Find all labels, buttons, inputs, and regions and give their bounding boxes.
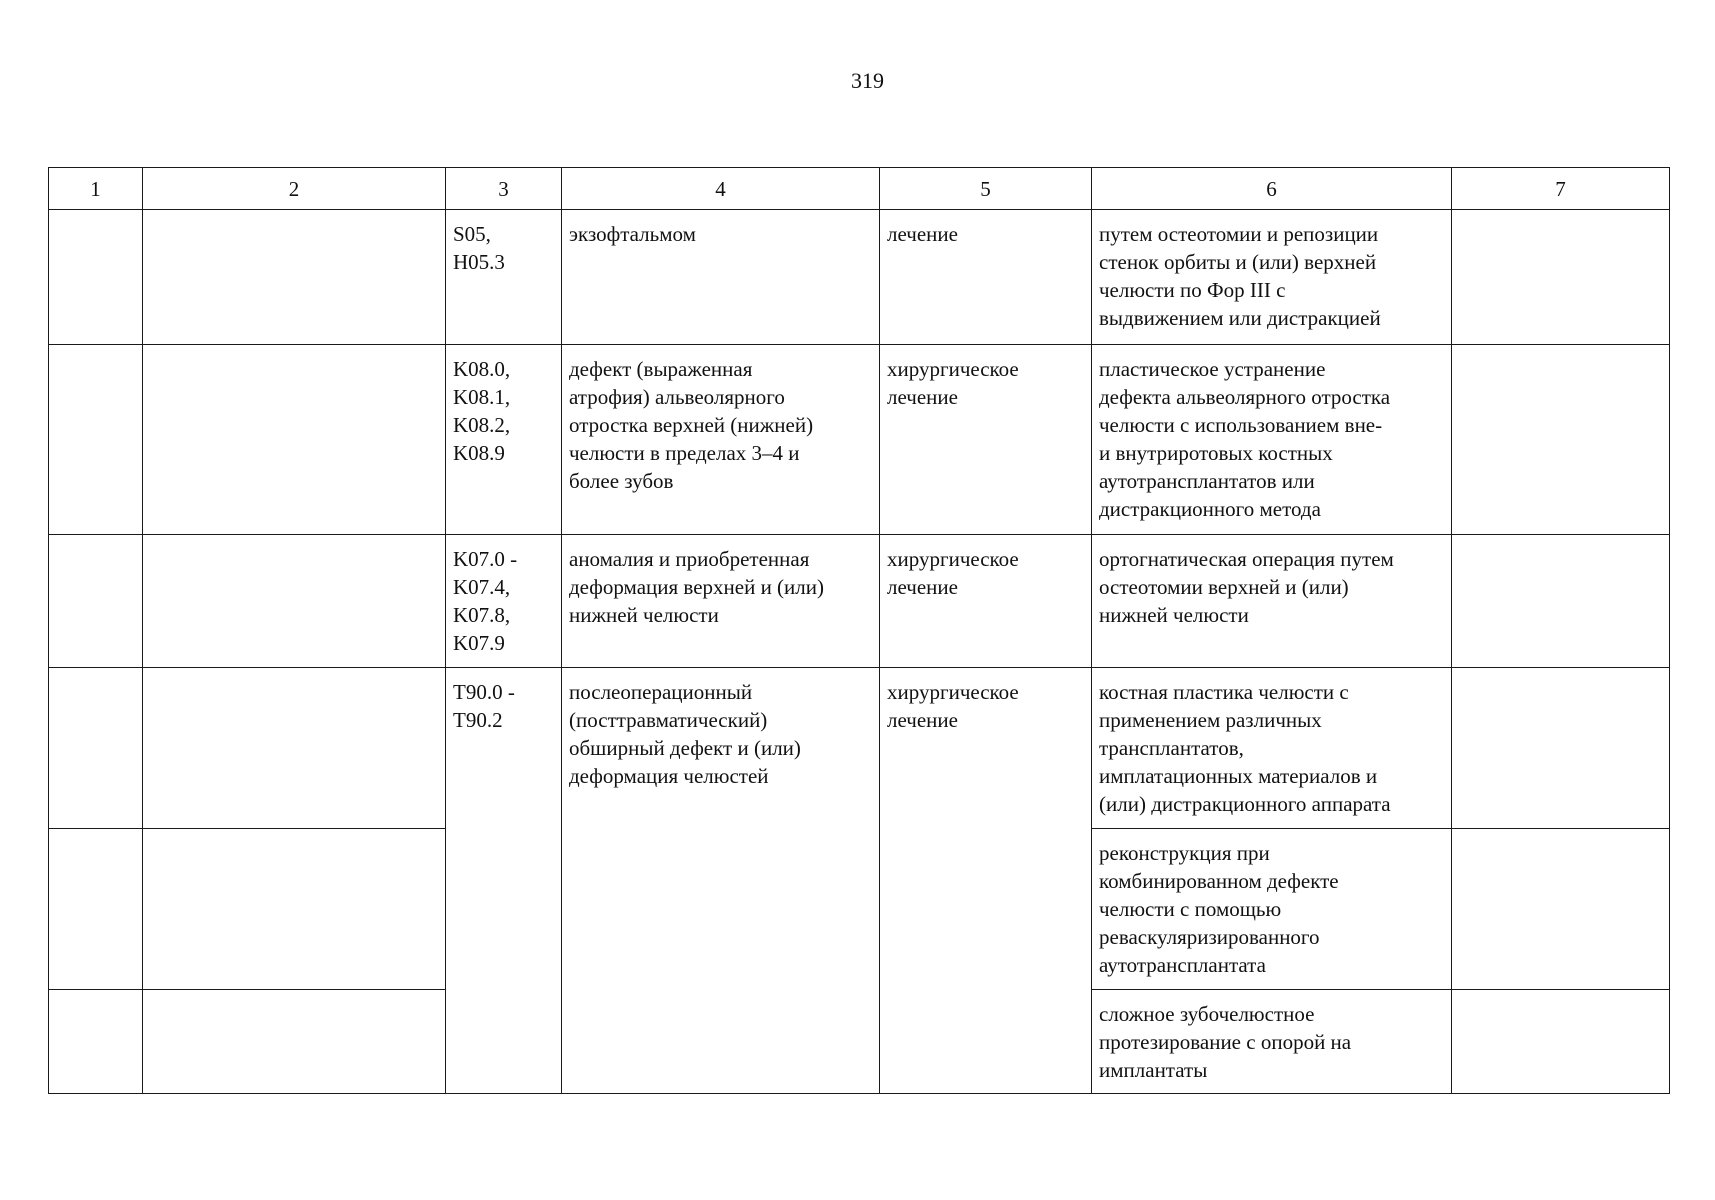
table-row [49, 345, 1670, 535]
table-row [49, 535, 1670, 668]
cell-profile [143, 210, 446, 345]
cell-condition: дефект (выраженная атрофия) альвеолярного отростка верхней (нижней) челюсти в пределах 3–4 и более зубов [562, 345, 880, 535]
cell-number [49, 990, 143, 1094]
cell-code: T90.0 - T90.2 [446, 668, 562, 1094]
cell-extra [1452, 990, 1670, 1094]
cell-treatment-type: хирургическое лечение [880, 535, 1092, 668]
table-header-row [49, 168, 1670, 210]
cell-profile [143, 990, 446, 1094]
cell-condition: аномалия и приобретенная деформация верхней и (или) нижней челюсти [562, 535, 880, 668]
cell-code: S05, H05.3 [446, 210, 562, 345]
cell-extra [1452, 668, 1670, 829]
cell-extra [1452, 829, 1670, 990]
cell-treatment-type: хирургическое лечение [880, 345, 1092, 535]
cell-number [49, 210, 143, 345]
cell-method: ортогнатическая операция путем остеотомии верхней и (или) нижней челюсти [1092, 535, 1452, 668]
column-header: 7 [1452, 168, 1670, 210]
cell-number [49, 829, 143, 990]
cell-treatment-type: лечение [880, 210, 1092, 345]
cell-treatment-type: хирургическое лечение [880, 668, 1092, 1094]
cell-extra [1452, 535, 1670, 668]
cell-extra [1452, 345, 1670, 535]
cell-method: реконструкция при комбинированном дефекте челюсти с помощью реваскуляризированного аутотрансплантата [1092, 829, 1452, 990]
cell-code: K07.0 - K07.4, K07.8, K07.9 [446, 535, 562, 668]
column-header: 4 [562, 168, 880, 210]
table-row [49, 668, 1670, 829]
cell-extra [1452, 210, 1670, 345]
column-header: 3 [446, 168, 562, 210]
cell-method: путем остеотомии и репозиции стенок орбиты и (или) верхней челюсти по Фор III с выдвижением или дистракцией [1092, 210, 1452, 345]
page-number: 319 [851, 68, 884, 93]
cell-number [49, 345, 143, 535]
cell-number [49, 668, 143, 829]
column-header: 2 [143, 168, 446, 210]
column-header: 5 [880, 168, 1092, 210]
cell-code: K08.0, K08.1, K08.2, K08.9 [446, 345, 562, 535]
cell-method: сложное зубочелюстное протезирование с опорой на имплантаты [1092, 990, 1452, 1094]
column-header: 1 [49, 168, 143, 210]
column-header: 6 [1092, 168, 1452, 210]
cell-method: костная пластика челюсти с применением различных трансплантатов, имплатационных материалов и (или) дистракционного аппарата [1092, 668, 1452, 829]
table-row [49, 210, 1670, 345]
cell-number [49, 535, 143, 668]
cell-profile [143, 535, 446, 668]
cell-profile [143, 668, 446, 829]
cell-condition: экзофтальмом [562, 210, 880, 345]
cell-profile [143, 345, 446, 535]
cell-method: пластическое устранение дефекта альвеолярного отростка челюсти с использованием вне- и внутриротовых костных аутотрансплантатов или дистракционного метода [1092, 345, 1452, 535]
cell-profile [143, 829, 446, 990]
cell-condition: послеоперационный (посттравматический) обширный дефект и (или) деформация челюстей [562, 668, 880, 1094]
medical-procedures-table [48, 167, 1670, 1094]
